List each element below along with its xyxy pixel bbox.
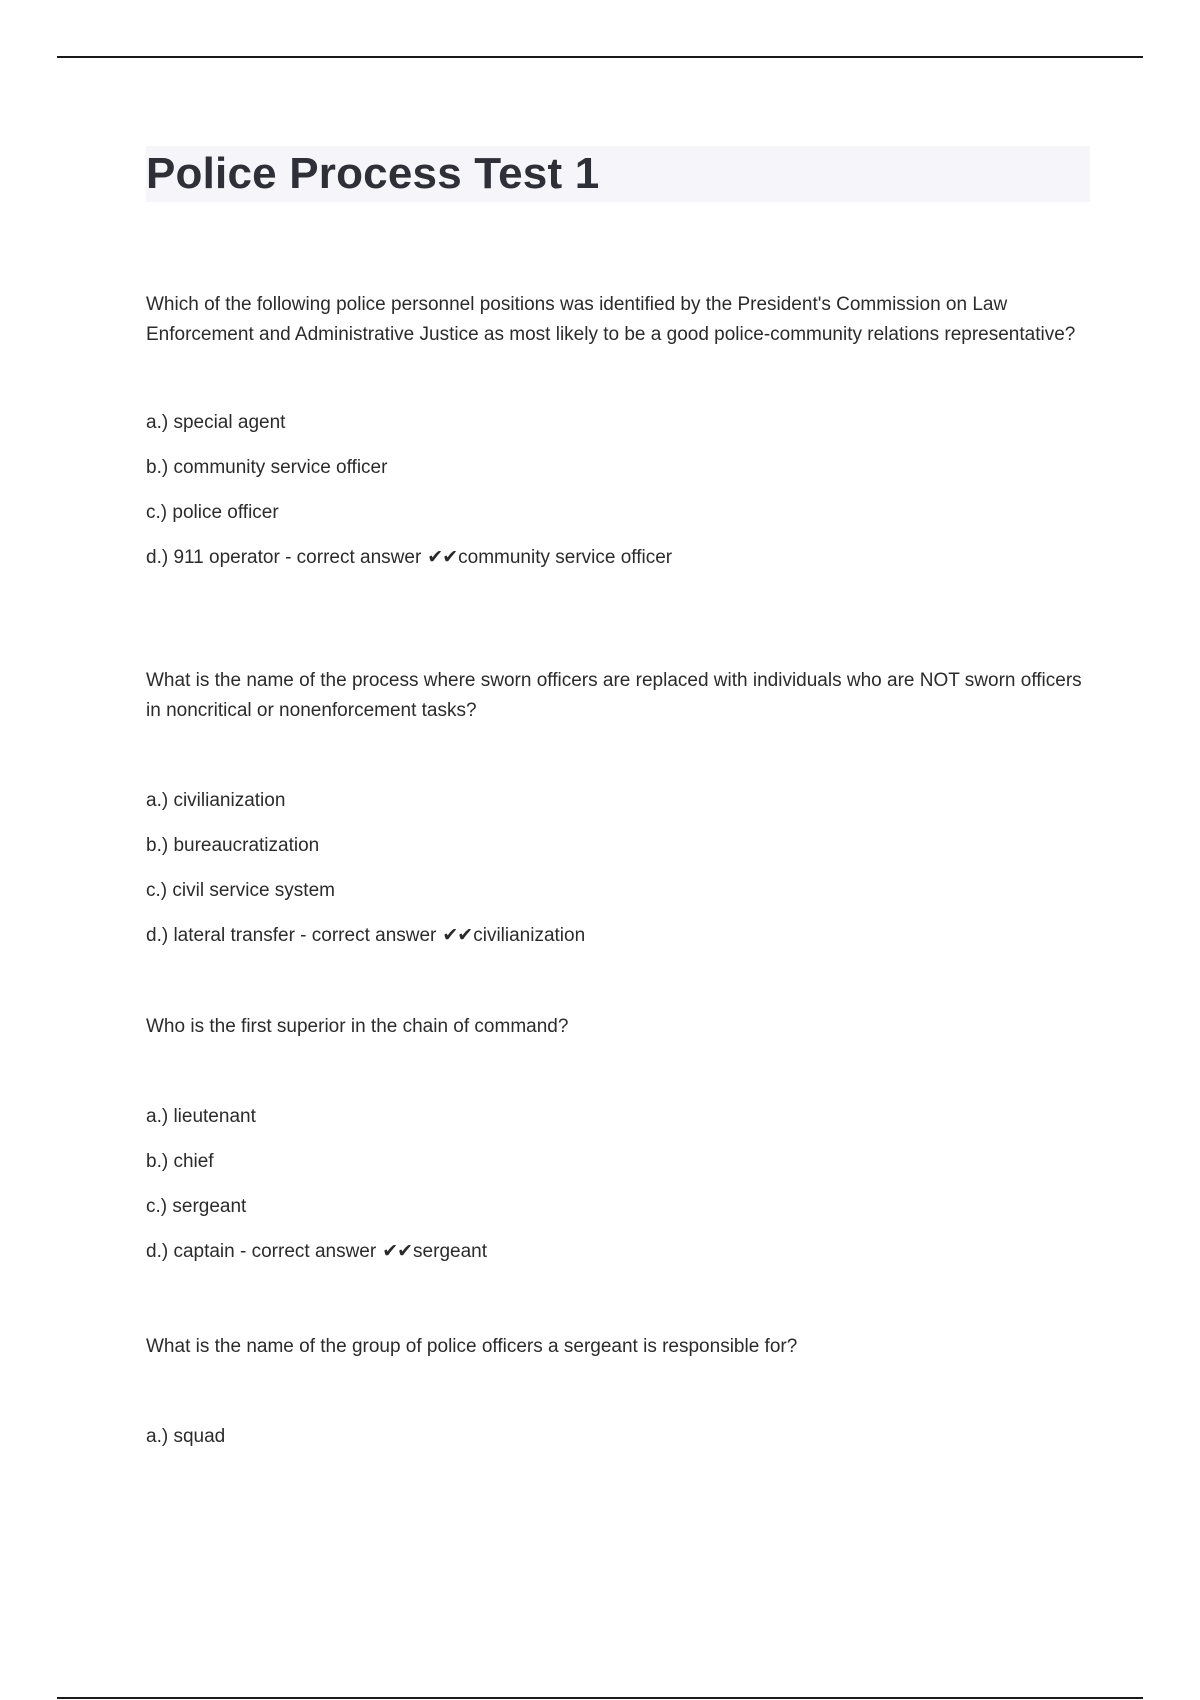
- option-c: c.) police officer: [146, 502, 279, 523]
- option-d: d.) captain - correct answer: [146, 1241, 377, 1262]
- question-block: [146, 1332, 797, 1452]
- correct-answer: community service officer: [458, 547, 673, 568]
- option-list: [146, 408, 1090, 573]
- option-d-with-answer: [146, 1237, 568, 1267]
- option-d-with-answer: [146, 543, 1090, 573]
- question-text: What is the name of the group of police officers a sergeant is responsible for?: [146, 1336, 798, 1357]
- option-list: [146, 786, 1090, 951]
- question-block: [146, 666, 1090, 951]
- correct-answer: civilianization: [473, 925, 586, 946]
- option-list: [146, 1422, 797, 1452]
- option-a: a.) squad: [146, 1426, 226, 1447]
- option-b: b.) chief: [146, 1151, 214, 1172]
- option-b: b.) community service officer: [146, 457, 388, 478]
- bottom-rule: [57, 1697, 1143, 1699]
- check-icon: ✔✔: [442, 925, 473, 946]
- document-page: [146, 146, 1090, 1447]
- check-icon: ✔✔: [382, 1241, 413, 1262]
- option-c: c.) sergeant: [146, 1196, 247, 1217]
- option-d: d.) lateral transfer - correct answer: [146, 925, 437, 946]
- option-d: d.) 911 operator - correct answer: [146, 547, 422, 568]
- question-text: Which of the following police personnel positions was identified by the President's Commission on Law Enforcement and Administrative Justice as most likely to be a good police-community relations representative?: [146, 294, 1076, 345]
- option-a: a.) lieutenant: [146, 1106, 256, 1127]
- question-text: What is the name of the process where sworn officers are replaced with individuals who are NOT sworn officers in noncritical or nonenforcement tasks?: [146, 670, 1082, 721]
- top-rule: [57, 56, 1143, 58]
- title-band: [146, 146, 1090, 202]
- option-a: a.) civilianization: [146, 790, 286, 811]
- question-block: [146, 1012, 568, 1267]
- question-block: [146, 290, 1090, 573]
- option-d-with-answer: [146, 921, 1090, 951]
- question-text: Who is the first superior in the chain of command?: [146, 1016, 569, 1037]
- option-list: [146, 1102, 568, 1267]
- option-c: c.) civil service system: [146, 880, 335, 901]
- page-title: Police Process Test 1: [146, 149, 600, 198]
- option-a: a.) special agent: [146, 412, 286, 433]
- check-icon: ✔✔: [427, 547, 458, 568]
- correct-answer: sergeant: [413, 1241, 487, 1262]
- option-b: b.) bureaucratization: [146, 835, 320, 856]
